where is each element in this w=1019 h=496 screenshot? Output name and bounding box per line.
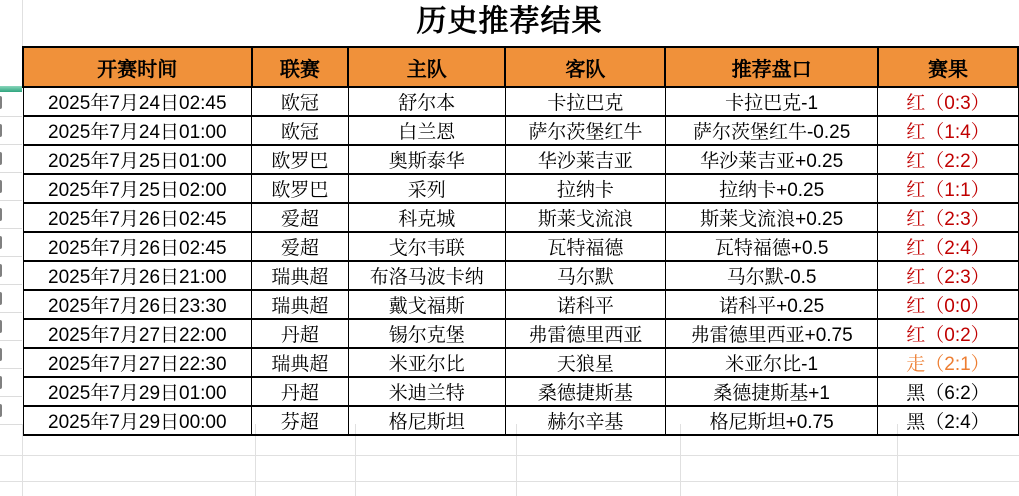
- gridline: [0, 455, 1019, 456]
- cell-time[interactable]: 2025年7月24日01:00: [23, 116, 252, 145]
- cell-away[interactable]: 马尔默: [505, 261, 665, 290]
- row-number-fragment: [0, 264, 2, 277]
- header-cell-away[interactable]: 客队: [505, 47, 665, 87]
- row-number-fragment: [0, 376, 2, 389]
- cell-league[interactable]: 瑞典超: [252, 290, 349, 319]
- cell-home[interactable]: 戴戈福斯: [348, 290, 505, 319]
- gridline: [0, 256, 22, 257]
- cell-handicap[interactable]: 马尔默-0.5: [665, 261, 878, 290]
- row-number-fragment: [0, 320, 2, 333]
- cell-result[interactable]: 黑（2:4）: [878, 406, 1018, 435]
- cell-handicap[interactable]: 米亚尔比-1: [665, 348, 878, 377]
- cell-league[interactable]: 欧罗巴: [252, 145, 349, 174]
- gridline: [0, 396, 22, 397]
- row-number-fragment: [0, 348, 2, 361]
- cell-time[interactable]: 2025年7月29日00:00: [23, 406, 252, 435]
- cell-handicap[interactable]: 格尼斯坦+0.75: [665, 406, 878, 435]
- row-number-fragment: [0, 292, 2, 305]
- row-number-fragment: [0, 404, 2, 417]
- cell-away[interactable]: 赫尔辛基: [505, 406, 665, 435]
- cell-home[interactable]: 舒尔本: [348, 87, 505, 116]
- cell-handicap[interactable]: 诺科平+0.25: [665, 290, 878, 319]
- cell-away[interactable]: 弗雷德里西亚: [505, 319, 665, 348]
- cell-time[interactable]: 2025年7月27日22:00: [23, 319, 252, 348]
- gridline: [22, 0, 23, 46]
- cell-time[interactable]: 2025年7月26日02:45: [23, 203, 252, 232]
- gridline: [0, 200, 22, 201]
- gridline: [0, 368, 22, 369]
- cell-away[interactable]: 桑德捷斯基: [505, 377, 665, 406]
- cell-time[interactable]: 2025年7月24日02:45: [23, 87, 252, 116]
- cell-time[interactable]: 2025年7月26日23:30: [23, 290, 252, 319]
- cell-time[interactable]: 2025年7月29日01:00: [23, 377, 252, 406]
- cell-away[interactable]: 拉纳卡: [505, 174, 665, 203]
- header-cell-time[interactable]: 开赛时间: [23, 47, 252, 87]
- cell-result[interactable]: 红（2:3）: [878, 203, 1018, 232]
- cell-time[interactable]: 2025年7月25日01:00: [23, 145, 252, 174]
- cell-result[interactable]: 红（1:4）: [878, 116, 1018, 145]
- cell-away[interactable]: 诺科平: [505, 290, 665, 319]
- table-row: [23, 87, 1018, 116]
- table-row: [23, 145, 1018, 174]
- cell-home[interactable]: 米亚尔比: [348, 348, 505, 377]
- table-row: [23, 174, 1018, 203]
- selection-accent-bar: [0, 86, 22, 92]
- cell-time[interactable]: 2025年7月26日21:00: [23, 261, 252, 290]
- cell-away[interactable]: 华沙莱吉亚: [505, 145, 665, 174]
- gridline: [0, 172, 22, 173]
- cell-away[interactable]: 萨尔茨堡红牛: [505, 116, 665, 145]
- gridline: [0, 284, 22, 285]
- cell-league[interactable]: 瑞典超: [252, 348, 349, 377]
- cell-league[interactable]: 丹超: [252, 319, 349, 348]
- cell-home[interactable]: 科克城: [348, 203, 505, 232]
- cell-league[interactable]: 瑞典超: [252, 261, 349, 290]
- cell-time[interactable]: 2025年7月26日02:45: [23, 232, 252, 261]
- cell-result[interactable]: 红（1:1）: [878, 174, 1018, 203]
- cell-handicap[interactable]: 瓦特福德+0.5: [665, 232, 878, 261]
- gridline: [0, 312, 22, 313]
- cell-time[interactable]: 2025年7月27日22:30: [23, 348, 252, 377]
- row-number-fragment: [0, 124, 2, 137]
- cell-away[interactable]: 卡拉巴克: [505, 87, 665, 116]
- cell-result[interactable]: 红（0:2）: [878, 319, 1018, 348]
- table-row: [23, 116, 1018, 145]
- cell-handicap[interactable]: 桑德捷斯基+1: [665, 377, 878, 406]
- row-number-fragment: [0, 180, 2, 193]
- cell-home[interactable]: 米迪兰特: [348, 377, 505, 406]
- header-cell-home[interactable]: 主队: [348, 47, 505, 87]
- table-row: [23, 406, 1018, 435]
- cell-handicap[interactable]: 卡拉巴克-1: [665, 87, 878, 116]
- cell-home[interactable]: 戈尔韦联: [348, 232, 505, 261]
- cell-time[interactable]: 2025年7月25日02:00: [23, 174, 252, 203]
- cell-away[interactable]: 瓦特福德: [505, 232, 665, 261]
- cell-home[interactable]: 白兰恩: [348, 116, 505, 145]
- cell-league[interactable]: 爱超: [252, 232, 349, 261]
- table-row: [23, 203, 1018, 232]
- cell-league[interactable]: 欧罗巴: [252, 174, 349, 203]
- header-cell-result[interactable]: 赛果: [878, 47, 1018, 87]
- table-row: [23, 348, 1018, 377]
- cell-league[interactable]: 丹超: [252, 377, 349, 406]
- row-number-fragment: [0, 96, 2, 109]
- cell-result[interactable]: 红（2:3）: [878, 261, 1018, 290]
- gridline: [0, 481, 1019, 482]
- cell-result[interactable]: 红（2:2）: [878, 145, 1018, 174]
- cell-result[interactable]: 红（2:4）: [878, 232, 1018, 261]
- cell-home[interactable]: 格尼斯坦: [348, 406, 505, 435]
- gridline: [0, 116, 22, 117]
- cell-home[interactable]: 锡尔克堡: [348, 319, 505, 348]
- results-table: [22, 46, 1019, 436]
- gridline: [0, 424, 22, 425]
- cell-home[interactable]: 布洛马波卡纳: [348, 261, 505, 290]
- cell-league[interactable]: 欧冠: [252, 116, 349, 145]
- row-number-fragment: [0, 236, 2, 249]
- gridline: [0, 340, 22, 341]
- row-number-fragment: [0, 208, 2, 221]
- cell-away[interactable]: 斯莱戈流浪: [505, 203, 665, 232]
- cell-handicap[interactable]: 萨尔茨堡红牛-0.25: [665, 116, 878, 145]
- header-cell-league[interactable]: 联赛: [252, 47, 349, 87]
- cell-handicap[interactable]: 华沙莱吉亚+0.25: [665, 145, 878, 174]
- header-cell-handicap[interactable]: 推荐盘口: [665, 47, 878, 87]
- cell-league[interactable]: 芬超: [252, 406, 349, 435]
- cell-league[interactable]: 欧冠: [252, 87, 349, 116]
- cell-result[interactable]: 走（2:1）: [878, 348, 1018, 377]
- header-row: [23, 47, 1018, 87]
- cell-handicap[interactable]: 拉纳卡+0.25: [665, 174, 878, 203]
- cell-league[interactable]: 爱超: [252, 203, 349, 232]
- cell-away[interactable]: 天狼星: [505, 348, 665, 377]
- cell-result[interactable]: 红（0:3）: [878, 87, 1018, 116]
- cell-handicap[interactable]: 弗雷德里西亚+0.75: [665, 319, 878, 348]
- gridline: [0, 228, 22, 229]
- table-row: [23, 377, 1018, 406]
- cell-handicap[interactable]: 斯莱戈流浪+0.25: [665, 203, 878, 232]
- gridline: [0, 144, 22, 145]
- cell-result[interactable]: 黑（6:2）: [878, 377, 1018, 406]
- page-title: 历史推荐结果: [416, 5, 603, 38]
- cell-result[interactable]: 红（0:0）: [878, 290, 1018, 319]
- cell-home[interactable]: 奥斯泰华: [348, 145, 505, 174]
- table-row: [23, 319, 1018, 348]
- table-row: [23, 261, 1018, 290]
- table-row: [23, 290, 1018, 319]
- table-row: [23, 232, 1018, 261]
- cell-home[interactable]: 采列: [348, 174, 505, 203]
- row-number-fragment: [0, 152, 2, 165]
